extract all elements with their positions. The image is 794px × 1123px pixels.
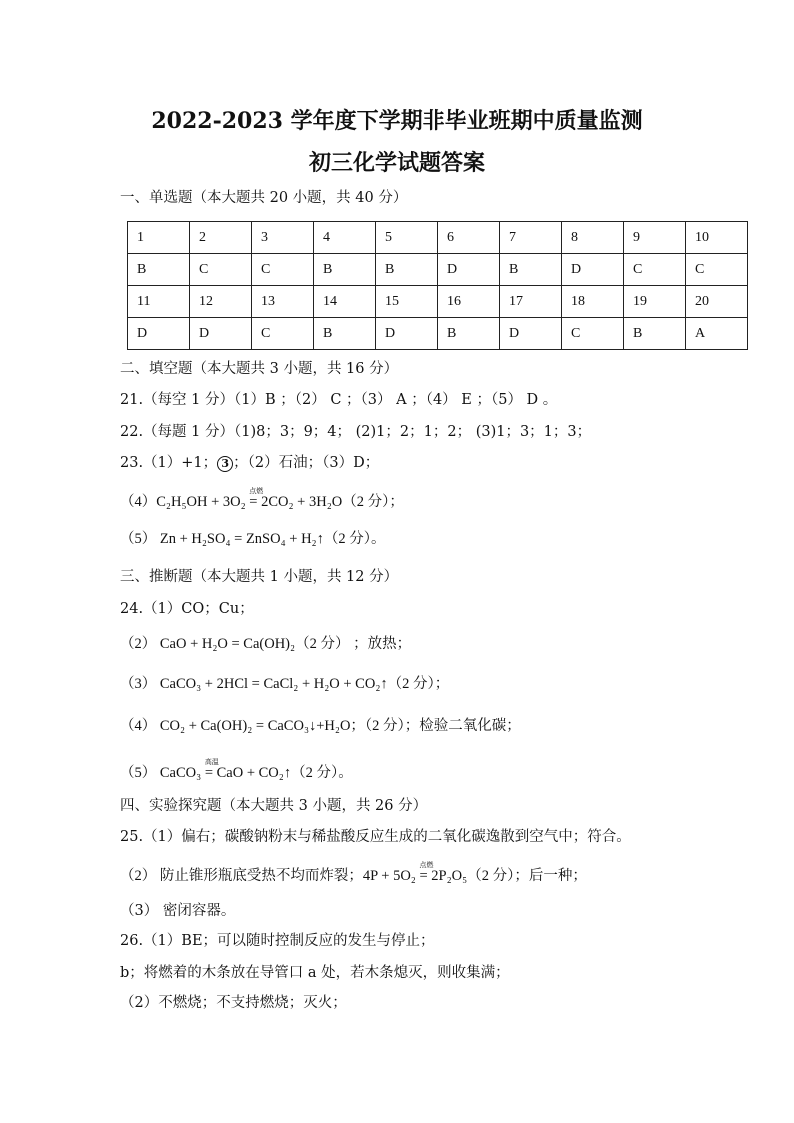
reaction-condition: 高温 =	[204, 758, 219, 781]
q23-text-b: ；（2）石油；（3）D；	[233, 455, 380, 471]
question-25-1: 25.（1）偏右；碳酸钠粉末与稀盐酸反应生成的二氧化碳逸散到空气中；符合。	[120, 829, 631, 845]
answer-table	[127, 221, 748, 350]
question-22: 22.（每题 1 分）（1)8；3；9；4； (2)1；2；1；2； (3)1；3；1；3；	[120, 424, 592, 440]
question-21: 21.（每空 1 分）（1）B ；（2） C ；（3） A ；（4） E ；（5） D 。	[120, 392, 558, 408]
table-cell: B	[624, 318, 686, 350]
table-cell: D	[190, 318, 252, 350]
table-cell: D	[376, 318, 438, 350]
exam-title: 2022-2023 学年度下学期非毕业班期中质量监测	[151, 108, 643, 134]
question-24-4: （4） CO₂ + Ca(OH)₂ = CaCO₃↓+H₂O；（2 分）；检验二氧化碳；	[120, 718, 521, 734]
table-cell: 19	[624, 286, 686, 318]
reaction-condition: 点燃 =	[249, 487, 264, 510]
question-25-2	[120, 861, 587, 885]
table-cell: 4	[314, 222, 376, 254]
table-cell: C	[624, 254, 686, 286]
table-cell: 18	[562, 286, 624, 318]
table-cell: C	[190, 254, 252, 286]
table-cell: 5	[376, 222, 438, 254]
table-cell: 8	[562, 222, 624, 254]
circled-number: 3	[217, 456, 233, 472]
q24-5-lhs: CaCO₃	[159, 765, 202, 781]
table-cell: B	[314, 318, 376, 350]
q24-5-prefix: （5）	[120, 765, 160, 781]
table-cell: 17	[500, 286, 562, 318]
table-cell: B	[438, 318, 500, 350]
question-23-4	[120, 487, 404, 511]
table-cell: C	[562, 318, 624, 350]
table-row	[128, 222, 748, 254]
table-cell: B	[314, 254, 376, 286]
table-cell: B	[376, 254, 438, 286]
table-cell: C	[252, 318, 314, 350]
condition-label: 点燃	[419, 861, 434, 869]
q23-4-score: （2 分）；	[342, 494, 404, 510]
exam-subtitle: 初三化学试题答案	[308, 150, 485, 176]
table-cell: 13	[252, 286, 314, 318]
q23-4-prefix: （4）	[120, 494, 157, 510]
table-cell: 20	[686, 286, 748, 318]
table-cell: 3	[252, 222, 314, 254]
table-row	[128, 318, 748, 350]
table-cell: A	[686, 318, 748, 350]
question-23-5: （5） Zn + H₂SO₄ = ZnSO₄ + H₂↑（2 分）。	[120, 531, 386, 547]
question-26-b: b；将燃着的木条放在导管口 a 处，若木条熄灭，则收集满；	[120, 965, 510, 981]
section4-heading: 四、实验探究题（本大题共 3 小题，共 26 分）	[120, 798, 428, 814]
condition-label: 高温	[204, 758, 219, 766]
table-cell: 10	[686, 222, 748, 254]
table-cell: 6	[438, 222, 500, 254]
question-24-2: （2） CaO + H₂O = Ca(OH)₂（2 分） ；放热；	[120, 636, 412, 652]
table-cell: 16	[438, 286, 500, 318]
table-row	[128, 254, 748, 286]
table-row	[128, 286, 748, 318]
question-26-1: 26.（1）BE；可以随时控制反应的发生与停止；	[120, 933, 435, 949]
table-cell: 12	[190, 286, 252, 318]
table-cell: D	[500, 318, 562, 350]
table-cell: 15	[376, 286, 438, 318]
question-24-3: （3） CaCO₃ + 2HCl = CaCl₂ + H₂O + CO₂↑（2 分）；	[120, 676, 450, 692]
table-cell: 1	[128, 222, 190, 254]
table-cell: B	[500, 254, 562, 286]
table-cell: D	[438, 254, 500, 286]
question-24-5	[120, 758, 353, 782]
q23-4-rhs: 2CO₂ + 3H₂O	[261, 494, 343, 510]
q25-2-text-b: 2P₂O₅（2 分）；后一种；	[431, 868, 587, 884]
q23-text-a: 23.（1）+1；	[120, 455, 218, 471]
table-cell: C	[252, 254, 314, 286]
q23-4-lhs: C₂H₅OH + 3O₂	[156, 494, 246, 510]
table-cell: D	[128, 318, 190, 350]
q25-2-text-a: （2） 防止锥形瓶底受热不均而炸裂；4P + 5O₂	[120, 868, 416, 884]
condition-label: 点燃	[249, 487, 264, 495]
table-cell: 7	[500, 222, 562, 254]
question-24-1: 24.（1）CO；Cu；	[120, 601, 254, 617]
reaction-condition: 点燃 =	[419, 861, 434, 884]
question-26-2: （2）不燃烧；不支持燃烧；灭火；	[120, 995, 347, 1011]
table-cell: D	[562, 254, 624, 286]
q24-5-rhs: CaO + CO₂↑（2 分）。	[216, 765, 353, 781]
table-cell: 11	[128, 286, 190, 318]
table-cell: 9	[624, 222, 686, 254]
section1-heading: 一、单选题（本大题共 20 小题，共 40 分）	[120, 190, 408, 206]
section2-heading: 二、填空题（本大题共 3 小题，共 16 分）	[120, 361, 399, 377]
table-cell: C	[686, 254, 748, 286]
table-cell: B	[128, 254, 190, 286]
table-cell: 14	[314, 286, 376, 318]
question-23-1	[120, 451, 379, 472]
section3-heading: 三、推断题（本大题共 1 小题，共 12 分）	[120, 569, 399, 585]
question-25-3: （3） 密闭容器。	[120, 903, 236, 919]
table-cell: 2	[190, 222, 252, 254]
